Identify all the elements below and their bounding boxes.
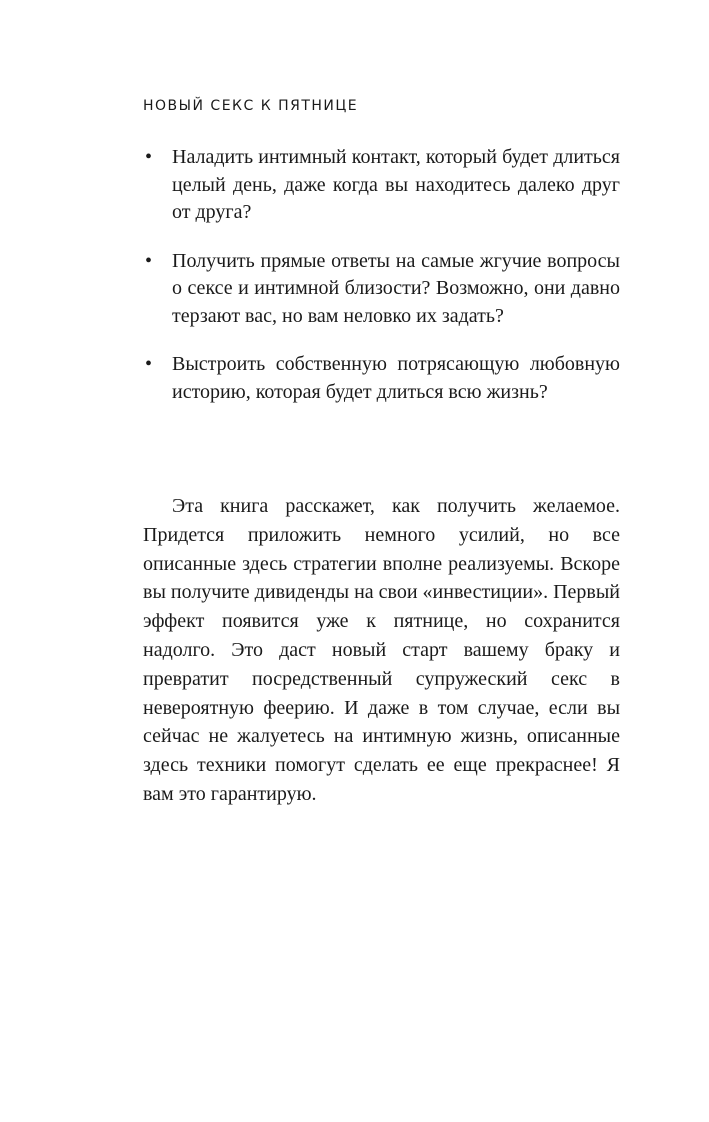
list-item [143, 144, 620, 227]
list-item [143, 248, 620, 331]
list-item-text: Получить прямые ответы на самые жгучие вопросы о сексе и интимной близости? Возможно, они давно терзают вас, но вам неловко их задать? [172, 249, 620, 327]
bullet-marker: • [145, 353, 153, 375]
list-item-text: Наладить интимный контакт, который будет длиться целый день, даже когда вы находитесь далеко друг от друга? [172, 146, 620, 223]
bullet-list [143, 144, 620, 406]
list-item [143, 351, 620, 406]
bullet-marker: • [145, 249, 153, 272]
body-paragraph: Эта книга расскажет, как получить желаемое. Придется приложить немного усилий, но все описанные здесь стратегии вполне реализуемы. Вскоре вы получите дивиденды на свои «инвестиции». Первый эффект появится уже к пятнице, но сохранится надолго. Это даст новый старт вашему браку и превратит посредственный супружеский секс в невероятную феерию. И даже в том случае, если вы сейчас не жалуетесь на интимную жизнь, описанные здесь техники помогут сделать ее еще прекраснее! Я вам это гарантирую. [143, 495, 620, 805]
list-item-text: Выстроить собственную потрясающую любовную историю, которая будет длиться всю жизнь? [172, 353, 620, 403]
running-header: НОВЫЙ СЕКС К ПЯТНИЦЕ [143, 98, 359, 114]
bullet-marker: • [145, 146, 153, 168]
